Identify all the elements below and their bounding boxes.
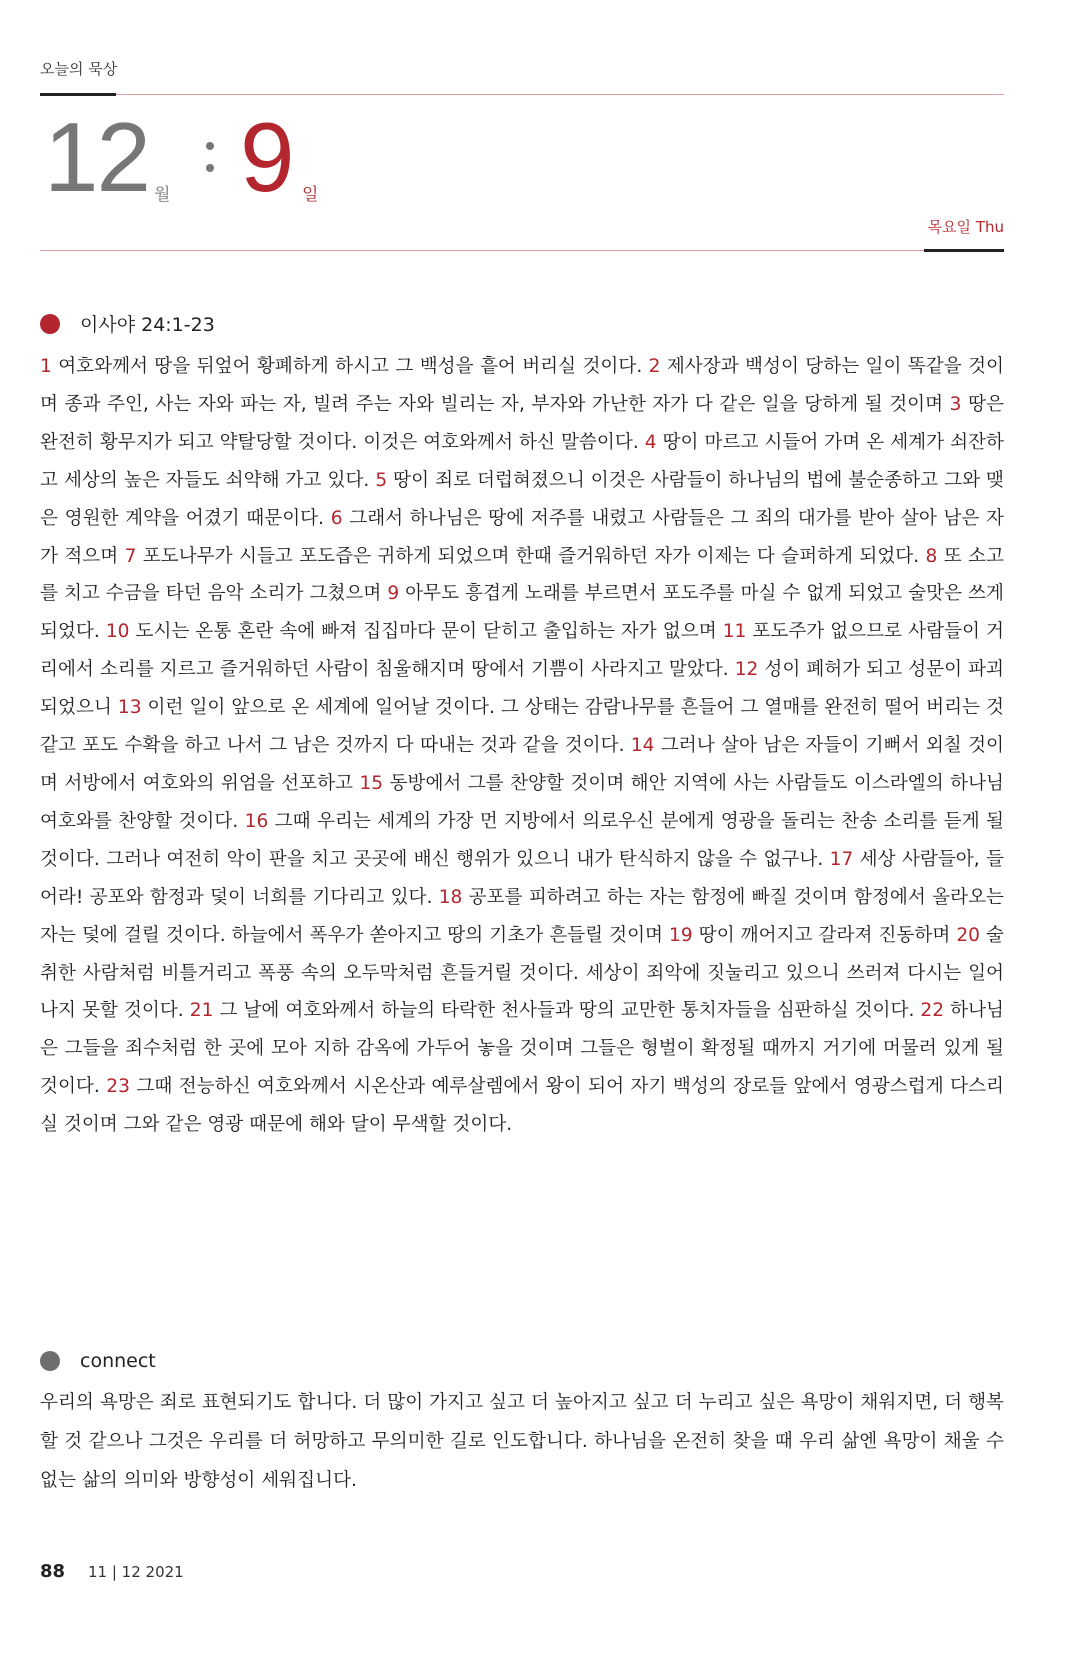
weekday-divider-red (40, 250, 924, 251)
verse-number: 20 (956, 924, 981, 946)
verse-number: 22 (920, 1000, 945, 1022)
verse-text: 하나님은 그들을 죄수처럼 한 곳에 모아 지하 감옥에 가두어 놓을 것이며 그들은 형벌이 확정될 때까지 거기에 머물러 있게 될 것이다. (40, 1000, 1004, 1098)
verse-text: 또 소고를 치고 수금을 타던 음악 소리가 그쳤으며 (40, 545, 1004, 605)
verse-number: 5 (375, 469, 388, 491)
scripture-passage (40, 348, 1004, 1144)
day-number: 9 (240, 102, 295, 212)
verse-number: 17 (829, 848, 854, 870)
verse-number: 8 (925, 545, 938, 567)
verse-text: 땅이 깨어지고 갈라져 진동하며 (692, 924, 957, 946)
verse-number: 13 (117, 697, 142, 719)
verse-number: 23 (106, 1076, 130, 1098)
date-colon (206, 142, 214, 186)
verse-number: 2 (648, 356, 661, 377)
verse-number: 10 (105, 621, 130, 643)
verse-text: 땅이 마르고 시들어 가며 온 세계가 쇠잔하고 세상의 높은 자들도 쇠약해 가고 있다. (40, 431, 1004, 491)
verse-number: 6 (330, 507, 343, 529)
bullet-dot-icon (40, 314, 60, 334)
verse-number: 18 (438, 886, 463, 908)
verse-text: 여호와께서 땅을 뒤엎어 황폐하게 하시고 그 백성을 흩어 버리실 것이다. (51, 356, 649, 377)
header-divider (116, 94, 1004, 95)
verse-text: 그때 전능하신 여호와께서 시온산과 예루살렘에서 왕이 되어 자기 백성의 장로들 앞에서 영광스럽게 다스리실 것이며 그와 같은 영광 때문에 해와 달이 무색할 것이다. (40, 1076, 1004, 1136)
scripture-heading (40, 310, 215, 337)
verse-text: 땅은 완전히 황무지가 되고 약탈당할 것이다. 이것은 여호와께서 하신 말씀이다. (40, 393, 1004, 453)
verse-text: 동방에서 그를 찬양할 것이며 해안 지역에 사는 사람들도 이스라엘의 하나님 여호와를 찬양할 것이다. (40, 772, 1004, 832)
verse-text: 공포를 피하려고 하는 자는 함정에 빠질 것이며 함정에서 올라오는 자는 덫에 걸릴 것이다. 하늘에서 폭우가 쏟아지고 땅의 기초가 흔들릴 것이며 (40, 886, 1004, 946)
verse-number: 21 (189, 1000, 214, 1022)
scripture-reference: 이사야 24:1-23 (80, 314, 215, 336)
verse-text: 술 취한 사람처럼 비틀거리고 폭풍 속의 오두막처럼 흔들거릴 것이다. 세상이 죄악에 짓눌리고 있으니 쓰러져 다시는 일어나지 못할 것이다. (40, 924, 1005, 1022)
verse-number: 11 (722, 621, 747, 643)
verse-text: 그러나 살아 남은 자들이 기뻐서 외칠 것이며 서방에서 여호와의 위엄을 선포하고 (40, 735, 1004, 794)
verse-number: 3 (949, 393, 962, 415)
weekday: 목요일 Thu (927, 218, 1004, 236)
verse-text: 성이 폐허가 되고 성문이 파괴되었으니 (40, 659, 1005, 719)
verse-number: 16 (244, 810, 269, 832)
verse-text: 도시는 온통 혼란 속에 빠져 집집마다 문이 닫히고 출입하는 자가 없으며 (129, 621, 723, 643)
verse-text: 제사장과 백성이 당하는 일이 똑같을 것이며 종과 주인, 사는 자와 파는 자, 빌려 주는 자와 빌리는 자, 부자와 가난한 자가 다 같은 일을 당하게 될 것이며 (40, 356, 1005, 415)
header-divider-dark (40, 93, 116, 96)
bullet-dot-icon (40, 1351, 60, 1371)
verse-text: 세상 사람들아, 들어라! 공포와 함정과 덫이 너희를 기다리고 있다. (40, 848, 1004, 908)
verse-number: 19 (669, 924, 693, 946)
verse-text: 이런 일이 앞으로 온 세계에 일어날 것이다. 그 상태는 감람나무를 흔들어 그 열매를 완전히 떨어 버리는 것 같고 포도 수확을 하고 나서 그 남은 것까지 다 따내는 것과 같을 것이다. (40, 697, 1004, 757)
verse-text: 아무도 흥겹게 노래를 부르면서 포도주를 마실 수 없게 되었고 술맛은 쓰게 되었다. (40, 583, 1004, 643)
verse-number: 9 (387, 583, 400, 605)
month-number: 12 (44, 102, 150, 212)
connect-text: 우리의 욕망은 죄로 표현되기도 합니다. 더 많이 가지고 싶고 더 높아지고 싶고 더 누리고 싶은 욕망이 채워지면, 더 행복할 것 같으나 그것은 우리를 더 허망하고 무의미한 길로 인도합니다. 하나님을 온전히 찾을 때 우리 삶엔 욕망이 채울 수 없는 삶의 의미와 방향성이 세워집니다. (40, 1392, 1004, 1491)
verse-number: 4 (644, 431, 657, 453)
section-label: 오늘의 묵상 (40, 60, 118, 78)
month-unit: 월 (154, 185, 171, 205)
verse-number: 12 (734, 659, 759, 681)
verse-text: 포도주가 없으므로 사람들이 거리에서 소리를 지르고 즐거워하던 사람이 침울해지며 땅에서 기쁨이 사라지고 말았다. (40, 621, 1004, 681)
verse-text: 포도나무가 시들고 포도즙은 귀하게 되었으며 한때 즐거워하던 자가 이제는 다 슬퍼하게 되었다. (136, 545, 926, 567)
connect-title: connect (80, 1350, 156, 1372)
verse-number: 1 (40, 356, 52, 377)
verse-number: 15 (359, 772, 384, 794)
day-unit: 일 (302, 185, 319, 205)
verse-number: 7 (124, 545, 137, 567)
verse-text: 그 날에 여호와께서 하늘의 타락한 천사들과 땅의 교만한 통치자들을 심판하실 것이다. (213, 1000, 921, 1022)
verse-text: 그래서 하나님은 땅에 저주를 내렸고 사람들은 그 죄의 대가를 받아 살아 남은 자가 적으며 (40, 507, 1004, 567)
page-number: 88 (40, 1561, 66, 1582)
verse-number: 14 (630, 735, 655, 757)
weekday-divider-dark (924, 249, 1004, 252)
issue-date: 11 | 12 2021 (88, 1563, 184, 1581)
connect-heading (40, 1350, 156, 1372)
verse-text: 그때 우리는 세계의 가장 먼 지방에서 의로우신 분에게 영광을 돌리는 찬송 소리를 듣게 될 것이다. 그러나 여전히 악이 판을 치고 곳곳에 배신 행위가 있으니 내가 탄식하지 않을 수 없구나. (40, 810, 1004, 870)
verse-text: 땅이 죄로 더럽혀졌으니 이것은 사람들이 하나님의 법에 불순종하고 그와 맺은 영원한 계약을 어겼기 때문이다. (40, 469, 1004, 529)
